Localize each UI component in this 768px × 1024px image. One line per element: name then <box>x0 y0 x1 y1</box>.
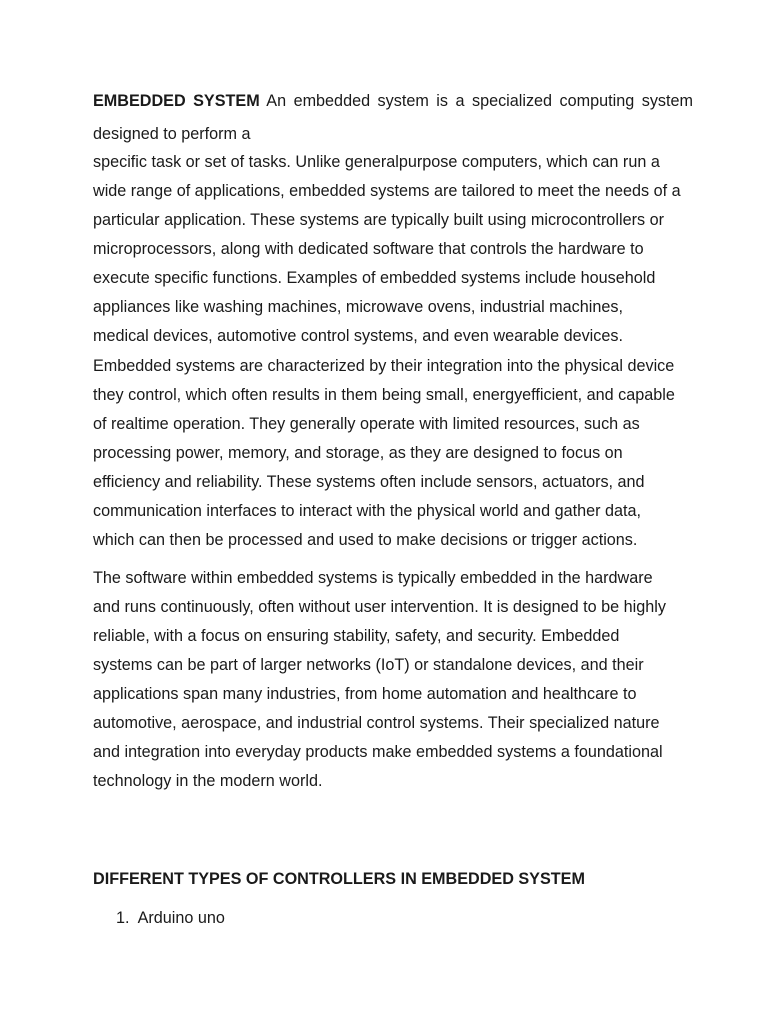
paragraph-line: of realtime operation. They generally operate with limited resources, such as <box>93 415 640 433</box>
intro-paragraph <box>93 120 693 351</box>
intro-line: microprocessors, along with dedicated software that controls the hardware to <box>93 240 644 258</box>
intro-line: appliances like washing machines, microwave ovens, industrial machines, <box>93 298 623 316</box>
paragraph-line: reliable, with a focus on ensuring stability, safety, and security. Embedded <box>93 627 620 645</box>
paragraph-line: efficiency and reliability. These systems often include sensors, actuators, and <box>93 473 645 491</box>
paragraph-line: applications span many industries, from home automation and healthcare to <box>93 685 637 703</box>
paragraph-line: The software within embedded systems is typically embedded in the hardware <box>93 569 653 587</box>
list-item <box>116 905 225 931</box>
paragraph-line: processing power, memory, and storage, as they are designed to focus on <box>93 444 623 462</box>
intro-line: particular application. These systems are typically built using microcontrollers or <box>93 211 664 229</box>
paragraph-line: Embedded systems are characterized by their integration into the physical device <box>93 357 675 375</box>
intro-line: medical devices, automotive control systems, and even wearable devices. <box>93 327 623 345</box>
paragraph-software <box>93 564 693 796</box>
intro-first-line-text: An embedded system is a specialized computing system <box>266 92 693 110</box>
intro-first-line <box>93 82 693 120</box>
paragraph-integration <box>93 352 693 555</box>
list-item-text: Arduino uno <box>137 909 225 927</box>
paragraph-line: automotive, aerospace, and industrial control systems. Their specialized nature <box>93 714 660 732</box>
paragraph-line: communication interfaces to interact with the physical world and gather data, <box>93 502 641 520</box>
intro-line: wide range of applications, embedded systems are tailored to meet the needs of a <box>93 182 681 200</box>
intro-line: execute specific functions. Examples of embedded systems include household <box>93 269 656 287</box>
paragraph-line: systems can be part of larger networks (IoT) or standalone devices, and their <box>93 656 644 674</box>
paragraph-line: and integration into everyday products make embedded systems a foundational <box>93 743 663 761</box>
intro-heading: EMBEDDED SYSTEM <box>93 92 260 110</box>
list-item-number: 1. <box>116 909 130 927</box>
paragraph-line: and runs continuously, often without user intervention. It is designed to be highly <box>93 598 666 616</box>
paragraph-line: they control, which often results in them being small, energyefficient, and capable <box>93 386 675 404</box>
intro-line: specific task or set of tasks. Unlike generalpurpose computers, which can run a <box>93 153 660 171</box>
section-heading: DIFFERENT TYPES OF CONTROLLERS IN EMBEDDED SYSTEM <box>93 870 585 888</box>
paragraph-line: technology in the modern world. <box>93 772 323 790</box>
paragraph-line: which can then be processed and used to make decisions or trigger actions. <box>93 531 638 549</box>
intro-line: designed to perform a <box>93 125 251 143</box>
